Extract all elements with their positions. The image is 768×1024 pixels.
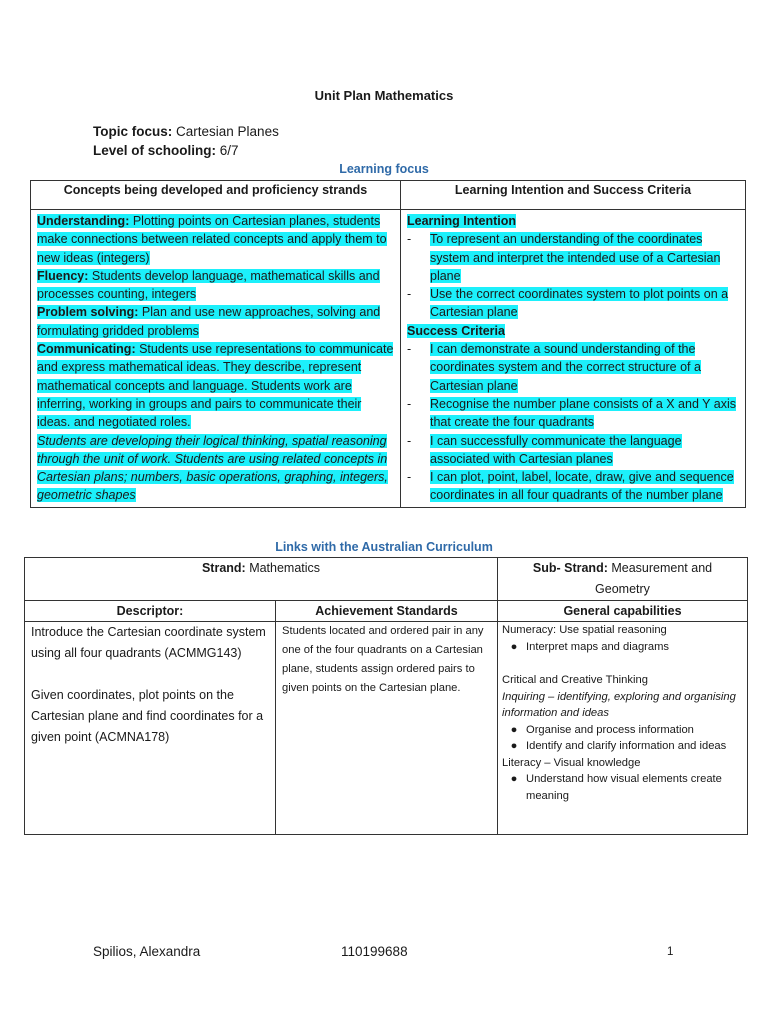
success-criteria-heading: Success Criteria (407, 323, 505, 338)
literacy-heading: Literacy – Visual knowledge (502, 756, 641, 769)
descriptor-cell (25, 622, 276, 835)
understanding-label: Understanding: (37, 214, 130, 228)
fluency-text: Students develop language, mathematical skills and processes counting, integers (37, 268, 380, 302)
topic-focus (93, 124, 279, 139)
understanding-text: Plotting points on Cartesian planes, students make connections between related concepts and apply them to new ideas (integers) (37, 214, 387, 265)
intention-text: To represent an understanding of the coordinates system and interpret the intended use of a Cartesian plane (430, 232, 721, 283)
problem-solving-paragraph (37, 305, 380, 337)
criteria-text: I can successfully communicate the language associated with Cartesian planes (430, 433, 682, 466)
level-value: 6/7 (219, 143, 239, 158)
learning-intention-heading: Learning Intention (407, 214, 517, 228)
critical-heading: Critical and Creative Thinking (502, 674, 648, 686)
communicating-paragraph (37, 342, 393, 429)
list-item: ● Understand how visual elements create meaning (510, 773, 722, 802)
footer-student-id: 110199688 (341, 944, 408, 959)
criteria-item: - I can demonstrate a sound understanding of the coordinates system and the correct structure of a Cartesian plane (407, 342, 701, 393)
criteria-item: - I can successfully communicate the language associated with Cartesian planes (407, 433, 682, 466)
descriptor-header: Descriptor: (25, 601, 276, 622)
intention-item: - To represent an understanding of the coordinates system and interpret the intended use of a Cartesian plane (407, 232, 721, 283)
achievement-header: Achievement Standards (276, 601, 498, 622)
concepts-header: Concepts being developed and proficiency strands (31, 181, 401, 210)
intention-header: Learning Intention and Success Criteria (401, 181, 746, 210)
criteria-text: I can demonstrate a sound understanding of the coordinates system and the correct structure of a Cartesian plane (430, 342, 701, 393)
strand-label: Strand: (201, 561, 246, 575)
sub-strand-value: Measurement and Geometry (595, 561, 713, 596)
criteria-item: - Recognise the number plane consists of a X and Y axis that create the four quadrants (407, 396, 736, 430)
intention-cell (401, 210, 746, 508)
level-label: Level of schooling: (93, 143, 217, 158)
descriptor-1: Introduce the Cartesian coordinate system using all four quadrants (ACMMG143) (31, 625, 266, 660)
problem-solving-text: Plan and use new approaches, solving and formulating gridded problems (37, 305, 381, 338)
list-item: ● Interpret maps and diagrams (510, 640, 670, 653)
achievement-text: Students located and ordered pair in any one of the four quadrants on a Cartesian plane, students assign ordered pairs to given points on the Cartesian plane. (282, 625, 484, 694)
capabilities-cell (498, 622, 748, 835)
criteria-text: I can plot, point, label, locate, draw, give and sequence coordinates in all four quadrants of the number plane (430, 470, 734, 503)
sub-strand-label: Sub- Strand: (532, 561, 608, 575)
problem-solving-label: Problem solving: (37, 305, 139, 320)
fluency-paragraph (37, 269, 380, 301)
topic-focus-label: Topic focus: (93, 124, 173, 139)
strand-cell (25, 558, 498, 601)
learning-focus-table (30, 180, 746, 508)
intention-text: Use the correct coordinates system to plot points on a Cartesian plane (430, 287, 729, 320)
achievement-cell (276, 622, 498, 835)
learning-focus-heading: Learning focus (339, 162, 429, 176)
concepts-cell (31, 210, 401, 508)
numeracy-text: Numeracy: Use spatial reasoning (502, 624, 667, 636)
capabilities-header: General capabilities (498, 601, 748, 622)
level-of-schooling (93, 143, 239, 158)
document-title: Unit Plan Mathematics (314, 88, 454, 103)
list-item: ● Organise and process information (510, 723, 694, 736)
descriptor-2: Given coordinates, plot points on the Cartesian plane and find coordinates for a given point (ACMNA178) (31, 688, 264, 744)
understanding-paragraph (37, 214, 387, 265)
communicating-text: Students use representations to communicate and express mathematical ideas. They describe, represent mathematical concepts and language. Students work are inferring, working in groups and pairs to communicate their ideas. and negotiated roles. (37, 342, 394, 430)
curriculum-heading: Links with the Australian Curriculum (275, 540, 493, 554)
criteria-text: Recognise the number plane consists of a X and Y axis that create the four quadrants (430, 396, 736, 430)
reasoning-text: Students are developing their logical thinking, spatial reasoning through the unit of work. Students are using related concepts in Cartesian plans; numbers, basic operations, graphing, integers, geometric shapes (37, 433, 388, 503)
communicating-label: Communicating: (37, 342, 136, 357)
footer-author: Spilios, Alexandra (93, 944, 201, 959)
page-number: 1 (667, 946, 674, 958)
criteria-item: - I can plot, point, label, locate, draw, give and sequence coordinates in all four quadrants of the number plane (407, 470, 734, 503)
critical-subheading: Inquiring – identifying, exploring and organising information and ideas (502, 690, 736, 719)
topic-focus-value: Cartesian Planes (176, 124, 279, 139)
strand-value: Mathematics (249, 561, 321, 575)
sub-strand-cell (498, 558, 748, 601)
fluency-label: Fluency: (37, 268, 89, 283)
intention-item: - Use the correct coordinates system to plot points on a Cartesian plane (407, 287, 729, 320)
list-item: ● Identify and clarify information and ideas (510, 740, 727, 752)
curriculum-table (24, 557, 748, 835)
